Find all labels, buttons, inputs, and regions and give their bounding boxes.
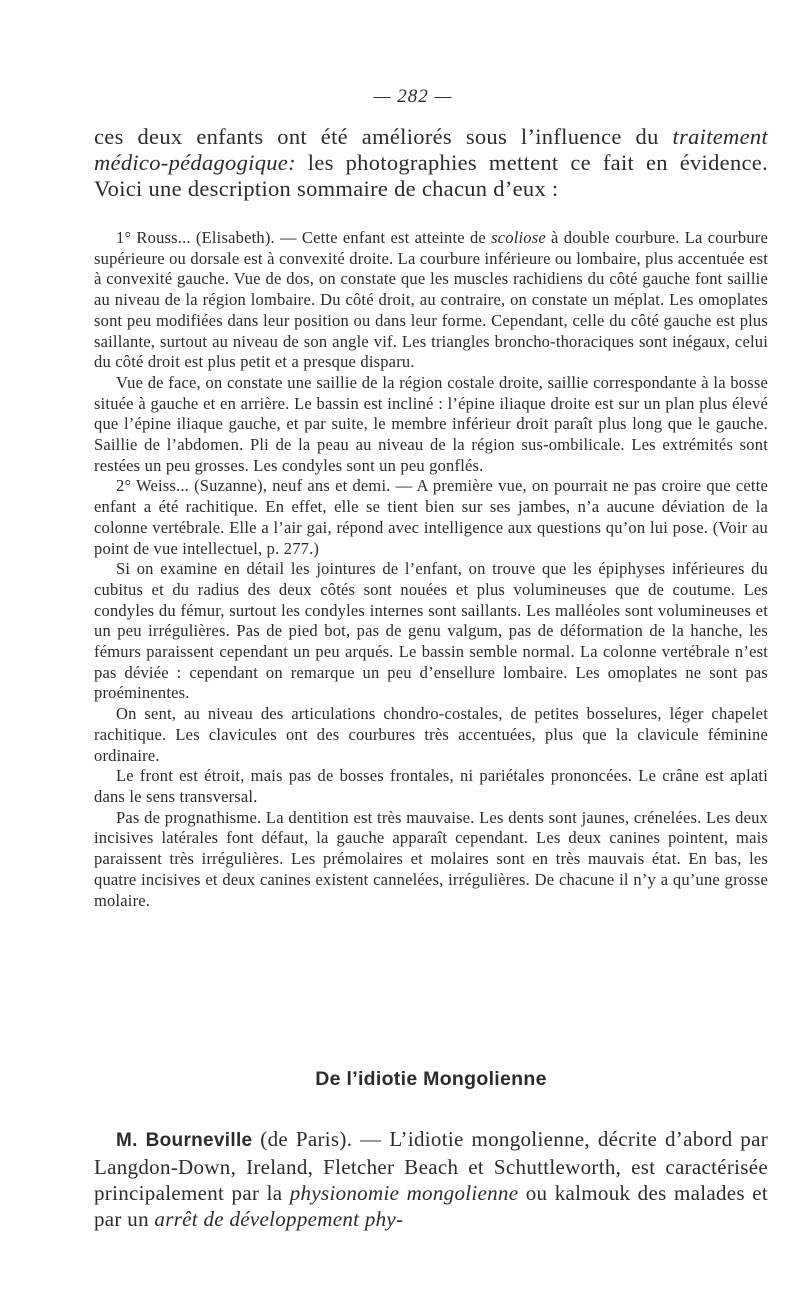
case-2-paragraph-2: Si on examine en détail les jointures de l’enfant, on trouve que les épiphyses inférieures du cubitus et du radius des deux côtés sont nouées et plus volumineuses que de coutume. Les condyles du fémur, surtout les condyles internes sont saillants. Les malléoles sont volumineuses et un peu irrégulières. Pas de pied bot, pas de genu valgum, pas de déformation de la hanche, les fémurs paraissent cependant un peu arqués. Le bassin semble normal. La colonne vertébrale n’est pas déviée : cependant on remarque un peu d’ensellure lombaire. Les omoplates ne sont pas proéminentes. [94,559,768,703]
case-2-paragraph-3: On sent, au niveau des articulations chondro-costales, de petites bosselures, léger chapelet rachitique. Les clavicules ont des courbures très accentuées, plus que la clavicule féminine ordinaire. [94,704,768,765]
case-2-paragraph-4: Le front est étroit, mais pas de bosses frontales, ni pariétales prononcées. Le crâne est aplati dans le sens transversal. [94,766,768,806]
case-2-paragraph-1: 2° Weiss... (Suzanne), neuf ans et demi. — A première vue, on pourrait ne pas croire que cette enfant a été rachitique. En effet, elle se tient bien sur ses jambes, n’a aucune déviation de la colonne vertébrale. Elle a l’air gai, répond avec intelligence aux questions qu’on lui pose. (Voir au point de vue intellectuel, p. 277.) [94,476,768,558]
closing-text-1: (de Paris). — L’idiotie mongolienne, décrite d’abord par Langdon-Down, Ireland, Fletcher Beach et Schuttleworth, est caractérisée principalement par la [94,1127,768,1205]
closing-emphasis-2: arrêt de développement phy- [154,1207,404,1231]
intro-emphasis: traitement médico-pédagogique: [94,124,768,175]
intro-text-end: les photographies mettent ce fait en évidence. Voici une description sommaire de chacun d’eux : [94,150,768,201]
case-1-text: à double courbure. La courbure supérieure ou dorsale est à convexité droite. La courbure inférieure ou lombaire, plus accentuée est à convexité gauche. Vue de dos, on constate que les muscles rachidiens du côté gauche font saillie au niveau de la région lombaire. Du côté droit, au contraire, on constate un méplat. Les omoplates sont peu modifiées dans leur position ou dans leur forme. Cependant, celle du côté gauche est plus saillante, surtout au niveau de son angle vif. Les triangles broncho-thoraciques sont inégaux, celui du côté droit est plus petit et a presque disparu. [94,228,768,372]
section-title: De l’idiotie Mongolienne [315,1068,547,1090]
case-1-paragraph-2: Vue de face, on constate une saillie de la région costale droite, saillie correspondante à la bosse située à gauche et en arrière. Le bassin est incliné : l’épine iliaque droite est sur un plan plus élevé que l’épine iliaque gauche, et par suite, le membre inférieur droit paraît plus long que le gauche. Saillie de l’abdomen. Pli de la peau au niveau de la région sus-ombilicale. Les extrémités sont restées un peu grosses. Les condyles sont un peu gonflés. [94,372,768,475]
closing-text-2: ou kalmouk des malades et par un [94,1181,768,1231]
intro-text-start: ces deux enfants ont été améliorés sous l’influence du [94,124,673,149]
case-1-lead: 1° Rouss... (Elisabeth). — Cette enfant est atteinte de [116,228,492,247]
case-1-emphasis: scoliose [491,228,546,247]
intro-paragraph [94,124,768,202]
case-descriptions [94,228,768,911]
closing-paragraph [94,1126,768,1232]
page-number: — 282 — [373,86,453,107]
author-name: M. Bourneville [116,1130,253,1151]
closing-emphasis-1: physionomie mongolienne [289,1181,519,1205]
case-2-paragraph-5: Pas de prognathisme. La dentition est très mauvaise. Les dents sont jaunes, crénelées. Les deux incisives latérales font défaut, la gauche apparaît cependant. Les deux canines pointent, mais paraissent très irrégulières. Les prémolaires et molaires sont en très mauvais état. En bas, les quatre incisives et deux canines existent cannelées, irrégulières. De chacune il n’y a qu’une grosse molaire. [94,807,768,910]
case-1-paragraph-1 [94,228,768,373]
